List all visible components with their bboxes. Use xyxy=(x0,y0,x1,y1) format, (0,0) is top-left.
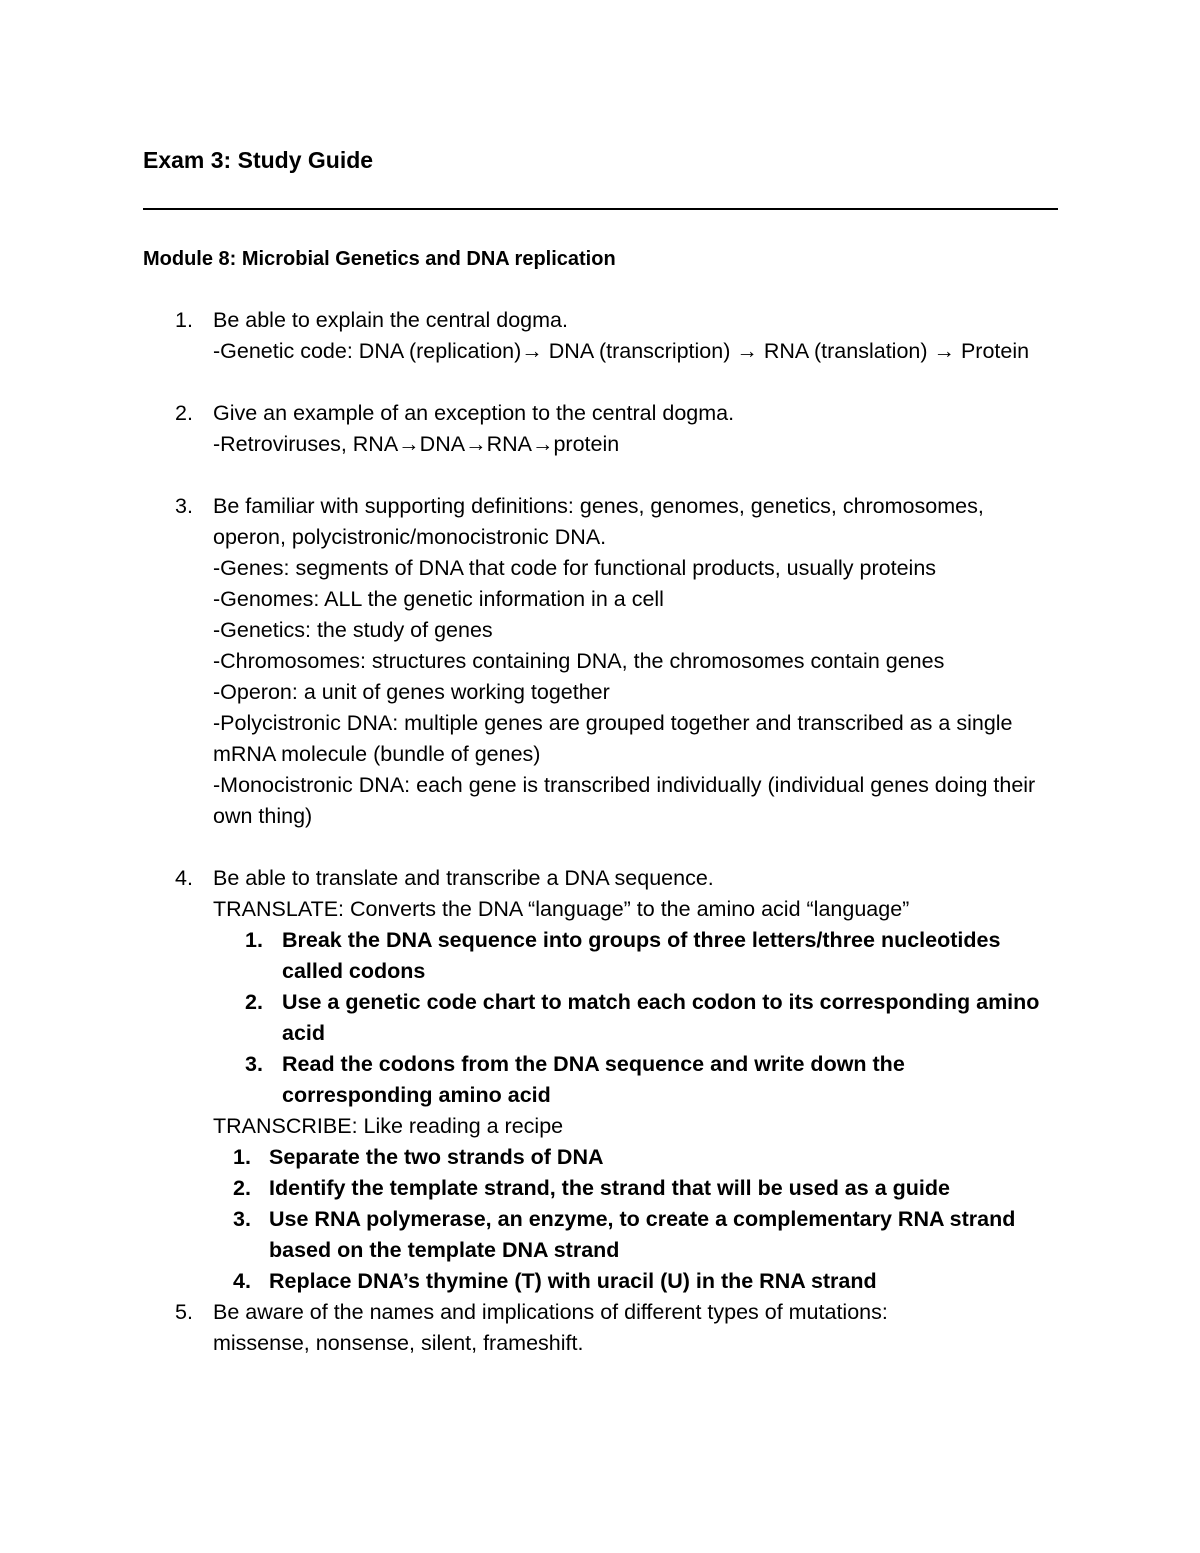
question-item xyxy=(143,1297,1063,1359)
translate-step xyxy=(143,987,1063,1049)
translate-heading: TRANSLATE: Converts the DNA “language” to the amino acid “language” xyxy=(213,897,910,921)
transcribe-step xyxy=(143,1173,1063,1204)
question-item xyxy=(143,491,1063,832)
step-text: Separate the two strands of DNA xyxy=(269,1145,604,1169)
title-divider xyxy=(143,208,1058,210)
translate-step xyxy=(143,925,1063,987)
definition-genetics: -Genetics: the study of genes xyxy=(213,618,493,642)
translate-step xyxy=(143,1049,1063,1111)
step-number: 3. xyxy=(245,1052,263,1076)
transcribe-steps xyxy=(143,1142,1063,1297)
definition-chromosomes: -Chromosomes: structures containing DNA, the chromosomes contain genes xyxy=(213,649,945,673)
definition-genes: -Genes: segments of DNA that code for functional products, usually proteins xyxy=(213,556,937,580)
definition-monocistronic: -Monocistronic DNA: each gene is transcribed individually (individual genes doing their own thing) xyxy=(213,773,1042,828)
question-text: Be aware of the names and implications of different types of mutations: missense, nonsense, silent, frameshift. xyxy=(213,1300,894,1355)
step-text: Use RNA polymerase, an enzyme, to create a complementary RNA strand based on the template DNA strand xyxy=(269,1207,1016,1262)
step-text: Use a genetic code chart to match each codon to its corresponding amino acid xyxy=(282,990,1040,1045)
step-number: 2. xyxy=(245,990,263,1014)
question-item xyxy=(143,305,1063,367)
step-text: Identify the template strand, the strand that will be used as a guide xyxy=(269,1176,950,1200)
definition-genomes: -Genomes: ALL the genetic information in a cell xyxy=(213,587,664,611)
question-text: Be able to explain the central dogma. xyxy=(213,308,568,332)
question-number: 1. xyxy=(175,308,193,332)
transcribe-step xyxy=(143,1204,1063,1266)
definition-operon: -Operon: a unit of genes working together xyxy=(213,680,610,704)
translate-steps xyxy=(143,925,1063,1111)
transcribe-step xyxy=(143,1266,1063,1297)
question-list xyxy=(143,305,1063,1359)
question-text: Give an example of an exception to the central dogma. xyxy=(213,401,735,425)
step-number: 2. xyxy=(233,1176,251,1200)
question-note: -Retroviruses, RNA→DNA→RNA→protein xyxy=(213,432,620,456)
step-number: 1. xyxy=(245,928,263,952)
question-item xyxy=(143,863,1063,1297)
question-number: 3. xyxy=(175,494,193,518)
question-number: 5. xyxy=(175,1300,193,1324)
question-number: 4. xyxy=(175,866,193,890)
question-item xyxy=(143,398,1063,460)
question-number: 2. xyxy=(175,401,193,425)
module-heading: Module 8: Microbial Genetics and DNA replication xyxy=(143,248,616,270)
question-note: -Genetic code: DNA (replication)→ DNA (transcription) → RNA (translation) → Protein xyxy=(213,339,1030,363)
step-text: Break the DNA sequence into groups of three letters/three nucleotides called codons xyxy=(282,928,1001,983)
question-text: Be familiar with supporting definitions: genes, genomes, genetics, chromosomes, operon, polycistronic/monocistronic DNA. xyxy=(213,494,990,549)
step-number: 1. xyxy=(233,1145,251,1169)
step-text: Replace DNA’s thymine (T) with uracil (U) in the RNA strand xyxy=(269,1269,877,1293)
transcribe-step xyxy=(143,1142,1063,1173)
question-text: Be able to translate and transcribe a DNA sequence. xyxy=(213,866,714,890)
definition-polycistronic: -Polycistronic DNA: multiple genes are grouped together and transcribed as a single mRNA molecule (bundle of genes) xyxy=(213,711,1019,766)
transcribe-heading: TRANSCRIBE: Like reading a recipe xyxy=(213,1114,564,1138)
step-text: Read the codons from the DNA sequence and write down the corresponding amino acid xyxy=(282,1052,905,1107)
page-title: Exam 3: Study Guide xyxy=(143,147,374,173)
step-number: 4. xyxy=(233,1269,251,1293)
step-number: 3. xyxy=(233,1207,251,1231)
